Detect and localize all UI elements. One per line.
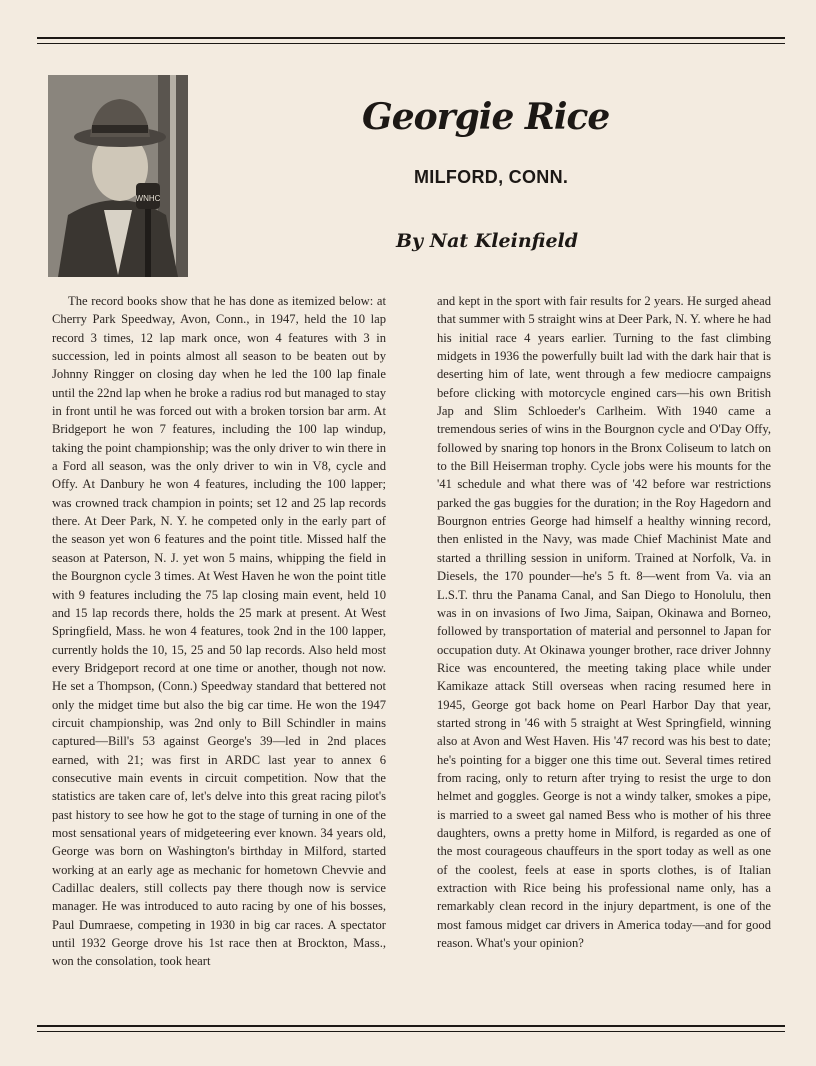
microphone-label: WNHC [135, 194, 161, 203]
article-column-left [52, 292, 386, 971]
article-title: Georgie Rice [362, 96, 610, 138]
top-rule [37, 37, 785, 39]
article-column-right [437, 292, 771, 952]
portrait-photo [48, 75, 188, 277]
article-byline: By Nat Kleinfield [396, 230, 579, 252]
body-text-right: and kept in the sport with fair results for 2 years. He surged ahead that summer with 5 straight wins at Deer Park, N. Y. where he had his initial race 4 years earlier. Turning to the fast climbing midgets in 1936 the powerfully built lad with the dark hair that is deserting him of late, went through a few mediocre campaigns before clicking with motorcycle engined cars—his own British Jap and Slim Schloeder's Carlheim. With 1940 came a tremendous series of wins in the Bourgnon cycle and O'Day Offy, followed by snaring top honors in the Bronx Coliseum to latch on to the Bill Heiserman trophy. Cycle jobs were his mounts for the '41 schedule and what there was of '42 before war restrictions parked the gas buggies for the duration; in the Roy Hagedorn and Bourgnon entries George had himself a healthy winning record, then enlisted in the Navy, was made Chief Machinist Mate and started a thrilling session in uniform. Trained at Norfolk, Va. in Diesels, the 170 pounder—he's 5 ft. 8—went from Va. via an L.S.T. thru the Panama Canal, and San Diego to Honolulu, then was in on invasions of Iwo Jima, Saipan, Okinawa and Borneo, followed by transportation of material and personnel to Japan for occupation duty. At Okinawa younger brother, race driver Johnny Rice was encountered, the meeting taking place while under Kamikaze attack Still overseas when racing resumed here in 1945, George got back home on Pearl Harbor Day that year, started strong in '46 with 5 straight at West Springfield, winning also at Avon and West Haven. His '47 record was his best to date; he's pointing for a bigger one this time out. Several times retired from racing, only to return after trying to resist the urge to don helmet and goggles. George is not a windy talker, smokes a pipe, is married to a sweet gal named Bess who is mother of his three daughters, owns a pretty home in Milford, is regarded as one of the most courageous chauffeurs in the sport today as well as one of the coolest, feels at ease in sports clothes, is of Italian extraction with Rice being his professional name only, has a remarkably clean record in the injury department, is one of the most famous midget car drivers in America today—and for good reason. What's your opinion? [437, 294, 771, 951]
body-text-left: The record books show that he has done as itemized below: at Cherry Park Speedway, Avon, Conn., in 1947, held the 10 lap record 3 times, 12 lap mark once, won 4 features with 3 in succession, led in points almost all season to be beaten out by Johnny Ringger on closing day when he led the 100 lap finale until the 22nd lap when he broke a radius rod but managed to stay in front until he was forced out with a broken torsion bar arm. At Bridgeport he won 7 features, including the 100 lap windup, taking the point championship; was the only driver to win there in a Ford all season, was the only driver to win in V8, cycle and Offy. At Danbury he won 4 features, including the 100 lapper; was crowned track champion in points; set 12 and 25 lap records there. At Deer Park, N. Y. he competed only in the early part of the season yet won 6 features and the point title. Missed half the season at Paterson, N. J. yet won 5 mains, whipping the field in the Bourgnon cycle 3 times. At West Haven he won the point title with 9 features including the 75 lap closing main event, held 10 and 15 lap records there, holds the 25 mark at present. At West Springfield, Mass. he won 4 features, took 2nd in the 100 lapper, currently holds the 10, 15, 25 and 50 lap records. Also held most every Bridgeport record at one time or another, though not now. He set a Thompson, (Conn.) Speedway standard that bettered not only the midget time but also the big car time. He won the 1947 circuit championship, was 2nd only to Bill Schindler in mains captured—Bill's 53 against George's 39—led in 2nd places earned, with 21; was first in ARDC last year to annex 6 consecutive main events in circuit competition. Now that the statistics are taken care of, let's delve into this great racing pilot's past history to see how he got to the stage of turning in one of the most sensational years of midgeteering ever known. 34 years old, George was born on Washington's birthday in Milford, started working at an early age as mechanic for hometown Chevvie and Cadillac dealers, still collects pay there though now is service manager. He was introduced to auto racing by one of his bosses, Paul Dumraese, competing in 1930 in big car races. A spectator until 1932 George drove his 1st race then at Brockton, Mass., won the consolation, took heart [52, 294, 386, 969]
top-rule-thin [37, 43, 785, 44]
article-location: MILFORD, CONN. [414, 167, 569, 187]
bottom-rule-thin [37, 1031, 785, 1032]
bottom-rule [37, 1025, 785, 1027]
